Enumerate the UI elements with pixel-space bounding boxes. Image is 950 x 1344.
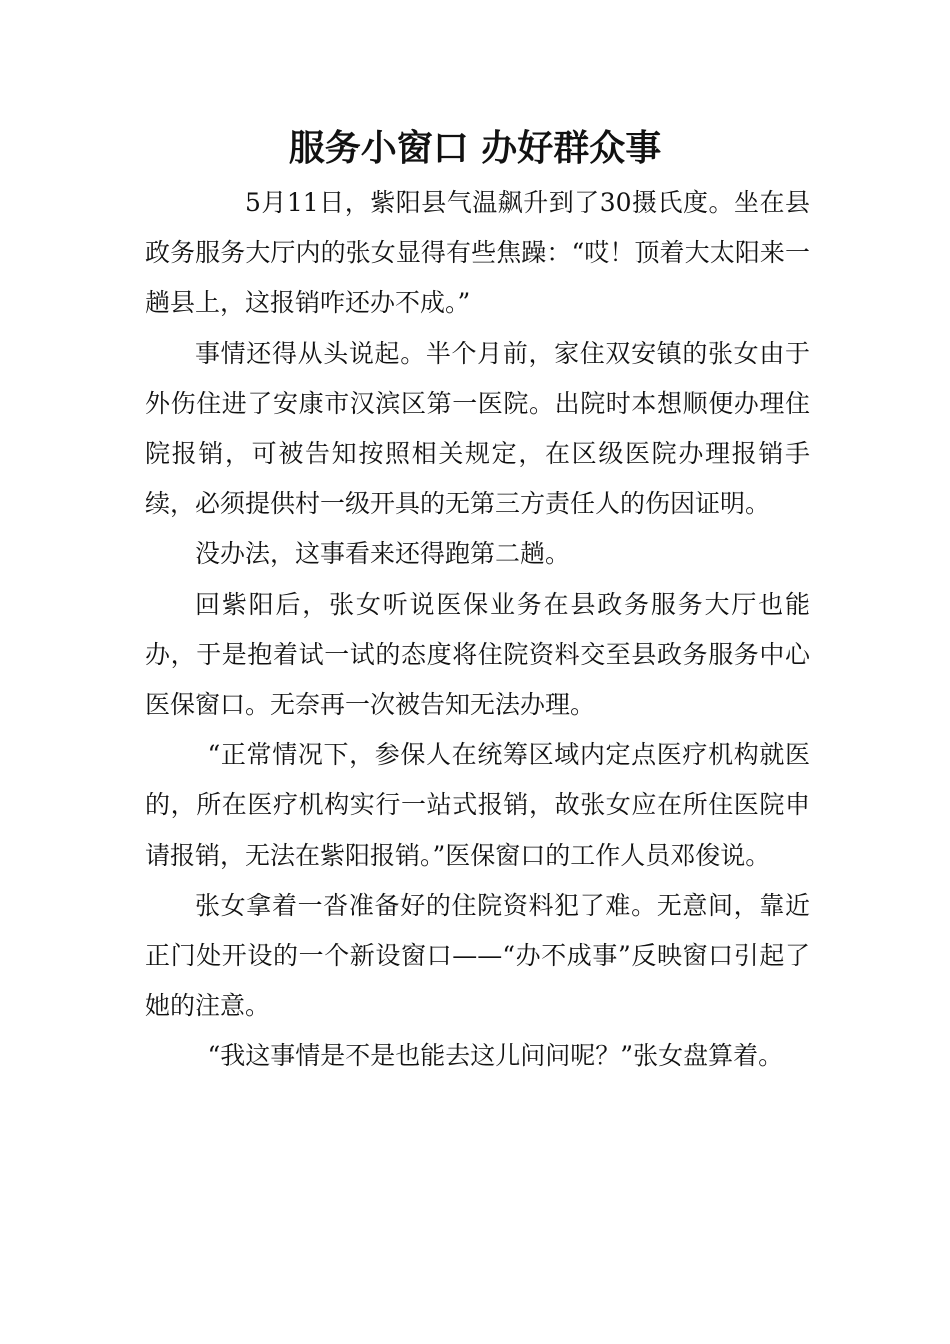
- paragraph-6: 张女拿着一沓准备好的住院资料犯了难。无意间，靠近正门处开设的一个新设窗口——“办不成事”反映窗口引起了她的注意。: [145, 890, 810, 1021]
- document-body: [145, 178, 810, 1082]
- paragraph-5: “正常情况下，参保人在统筹区域内定点医疗机构就医的，所在医疗机构实行一站式报销，故张女应在所住医院申请报销，无法在紫阳报销。”医保窗口的工作人员邓俊说。: [145, 740, 810, 870]
- paragraph-2: 事情还得从头说起。半个月前，家住双安镇的张女由于外伤住进了安康市汉滨区第一医院。出院时本想顺便办理住院报销，可被告知按照相关规定，在区级医院办理报销手续，必须提供村一级开具的无第三方责任人的伤因证明。: [145, 338, 810, 519]
- paragraph-3: 没办法，这事看来还得跑第二趟。: [195, 539, 571, 569]
- document-title: 服务小窗口 办好群众事: [288, 127, 662, 169]
- paragraph-1: 5月11日，紫阳县气温飙升到了30摄氏度。坐在县政务服务大厅内的张女显得有些焦躁：“哎！顶着大太阳来一趟县上，这报销咋还办不成。”: [145, 188, 810, 318]
- paragraph-4: 回紫阳后，张女听说医保业务在县政务服务大厅也能办，于是抱着试一试的态度将住院资料交至县政务服务中心医保窗口。无奈再一次被告知无法办理。: [145, 589, 810, 720]
- paragraph-7: “我这事情是不是也能去这儿问问呢？”张女盘算着。: [207, 1041, 784, 1071]
